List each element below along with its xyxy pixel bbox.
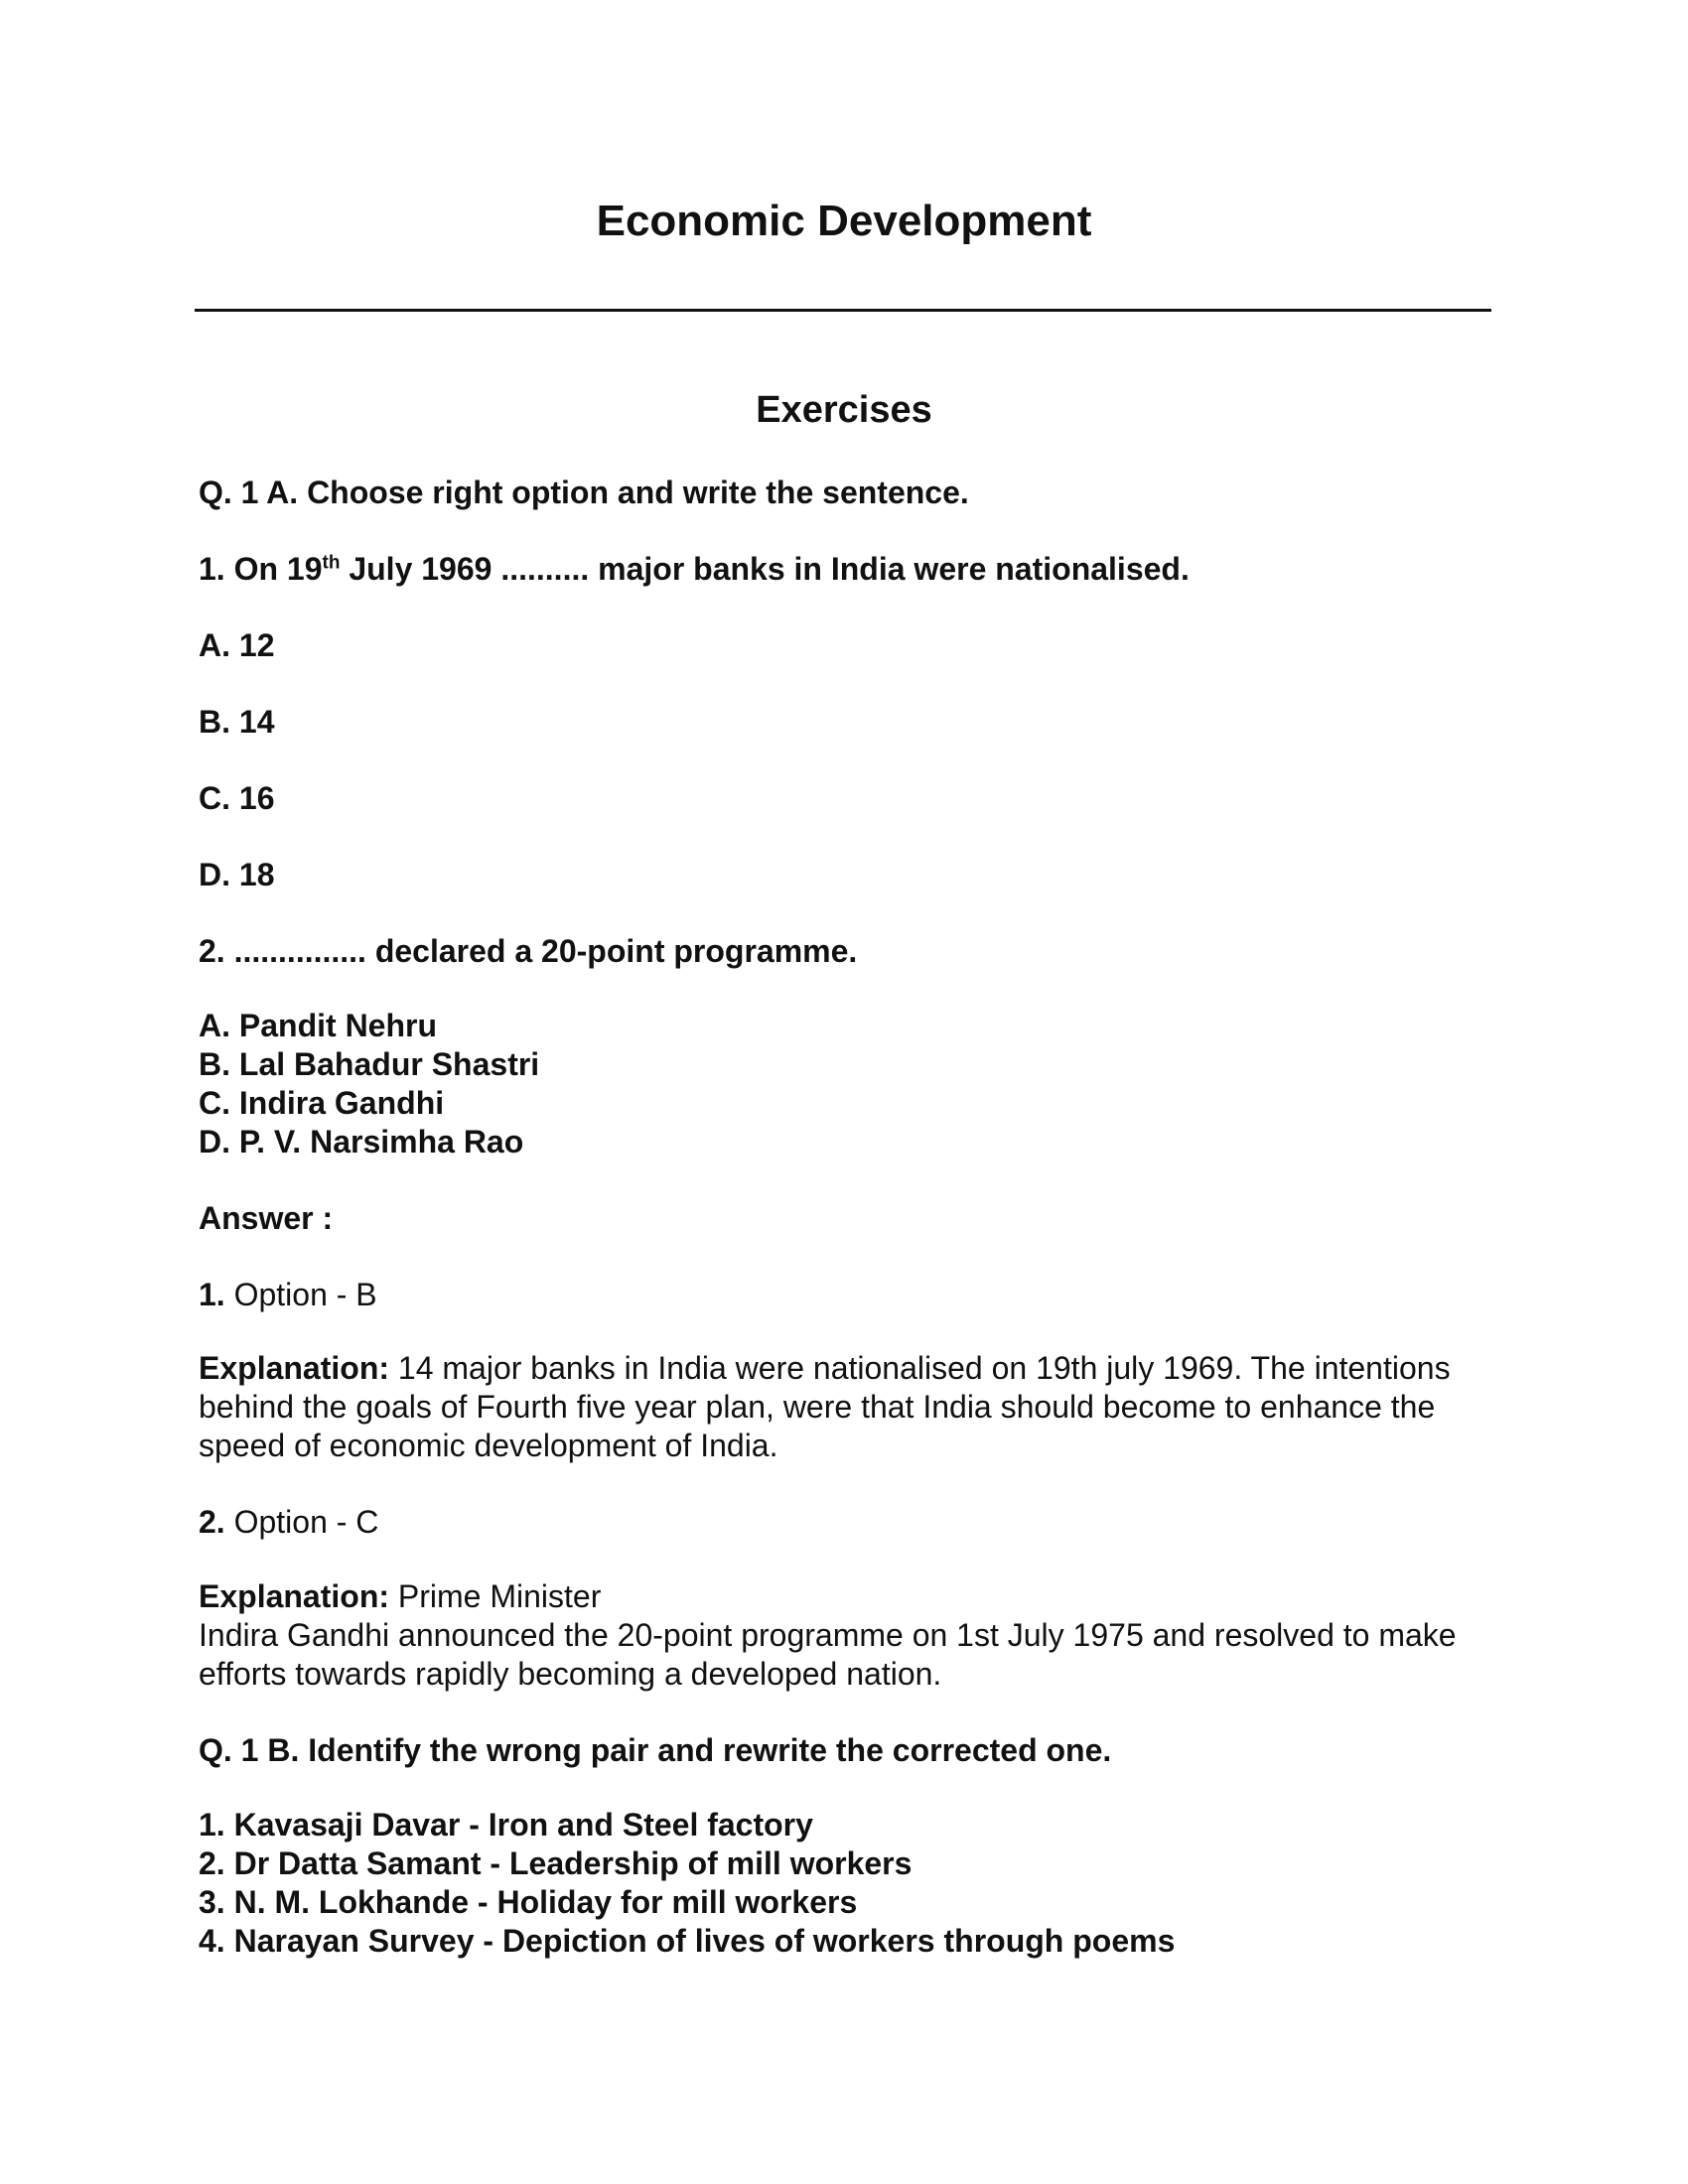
question-1-option-a: A. 12: [199, 627, 275, 663]
question-2-options: [199, 1007, 539, 1161]
question-2-option-b: B. Lal Bahadur Shastri: [199, 1046, 540, 1082]
q1b-heading: Q. 1 B. Identify the wrong pair and rewrite the corrected one.: [199, 1732, 1112, 1768]
question-2-option-d: D. P. V. Narsimha Rao: [199, 1124, 524, 1160]
answer-1-explanation-text: 14 major banks in India were nationalised on 19th july 1969. The intentions behind the goals of Fourth five year plan, were that India should become to enhance the speed of economic development of India.: [199, 1350, 1451, 1463]
answer-2-explanation-line1: [199, 1577, 1509, 1616]
pair-3: 3. N. M. Lokhande - Holiday for mill workers: [199, 1884, 858, 1920]
answer-2-explanation-label: Explanation:: [199, 1578, 390, 1614]
question-2-stem: 2. ............... declared a 20-point programme.: [199, 933, 858, 969]
answer-1-option: [199, 1277, 377, 1313]
question-2-option-c: C. Indira Gandhi: [199, 1085, 445, 1121]
answer-2-explanation: [199, 1577, 1509, 1694]
answer-2-option-text: Option - C: [224, 1504, 379, 1540]
question-1-stem-prefix: 1. On 19: [199, 551, 323, 587]
question-1-stem: [199, 551, 1190, 588]
question-1-option-c: C. 16: [199, 780, 275, 816]
section-heading: Exercises: [756, 389, 932, 431]
pair-1: 1. Kavasaji Davar - Iron and Steel factory: [199, 1807, 813, 1843]
answer-2-number: 2.: [199, 1504, 225, 1540]
q1b-pairs: [199, 1806, 1175, 1961]
answer-2-explanation-first: Prime Minister: [389, 1578, 602, 1614]
question-1-option-b: B. 14: [199, 704, 275, 740]
answer-1-number: 1.: [199, 1277, 225, 1312]
question-2-option-a: A. Pandit Nehru: [199, 1008, 438, 1043]
question-1-stem-sup: th: [322, 552, 341, 574]
answer-2-explanation-text: Indira Gandhi announced the 20-point programme on 1st July 1975 and resolved to make efforts towards rapidly becoming a developed nation.: [199, 1617, 1457, 1692]
answer-2-option: [199, 1504, 378, 1541]
answer-heading: Answer :: [199, 1200, 334, 1236]
pair-2: 2. Dr Datta Samant - Leadership of mill workers: [199, 1845, 913, 1881]
answer-1-option-text: Option - B: [224, 1277, 377, 1312]
pair-4: 4. Narayan Survey - Depiction of lives of workers through poems: [199, 1923, 1176, 1959]
document-title: Economic Development: [596, 197, 1092, 245]
answer-1-explanation: [199, 1349, 1509, 1465]
q1a-heading: Q. 1 A. Choose right option and write the sentence.: [199, 475, 969, 510]
question-1-stem-suffix: July 1969 .......... major banks in India were nationalised.: [340, 551, 1190, 587]
question-1-option-d: D. 18: [199, 857, 275, 892]
answer-1-explanation-label: Explanation:: [199, 1350, 390, 1386]
title-divider: [195, 309, 1491, 312]
